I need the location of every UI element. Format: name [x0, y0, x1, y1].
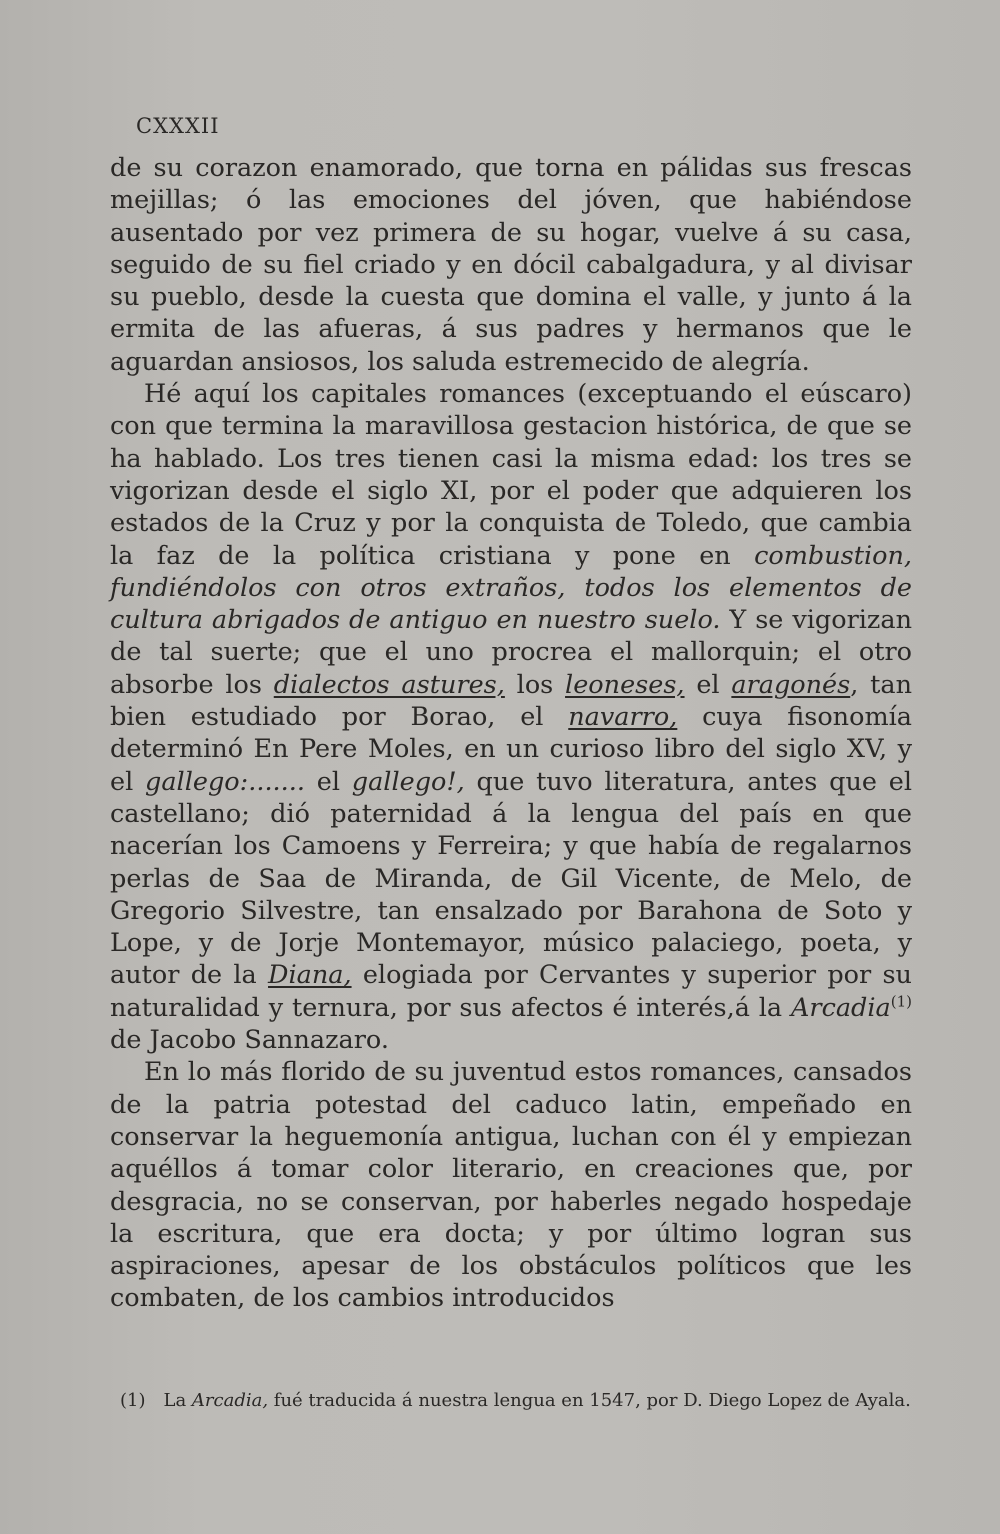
footnote-marker: (1) [120, 1390, 146, 1411]
text-segment: elogiada por Cervantes y superior por su naturalidad y ternura, por sus afectos é interés,á la [110, 960, 912, 1023]
italic-phrase: combustion, fundiéndolos con otros extraños, todos los elementos de cultura abrigados de antiguo en nuestro suelo. [110, 540, 912, 636]
footnote-reference: (1) [890, 992, 912, 1011]
body-text [110, 152, 912, 1315]
paragraph-1 [110, 152, 912, 378]
text-segment: , tan bien estudiado por Borao, el [110, 669, 913, 733]
italic-phrase: Arcadia [790, 992, 891, 1023]
text-segment: de su corazon enamorado, que torna en pálidas sus frescas mejillas; ó las emociones del jóven, que habiéndose ausentado por vez primera de su hogar, vuelve á su casa, seguido de su fiel criado y en dócil cabalgadura, y al divisar su pueblo, desde la cuesta que domina el valle, y junto á la ermita de las afueras, á sus padres y hermanos que le aguardan ansiosos, los saluda estremecido de alegría. [110, 153, 912, 377]
italic-phrase: Arcadia, [191, 1390, 269, 1411]
text-segment: fué traducida á nuestra lengua en 1547, por D. Diego Lopez de Ayala. [268, 1390, 911, 1411]
text-segment: Hé aquí los capitales romances (exceptuando el eúscaro) con que termina la maravillosa gestacion histórica, de que se ha hablado. Los tres tienen casi la misma edad: los tres se vigorizan desde el siglo XI, por el poder que adquieren los estados de la Cruz y por la conquista de Toledo, que cambia la faz de la política cristiana y pone en [110, 379, 912, 571]
paragraph-2 [110, 378, 912, 1056]
text-segment: En lo más florido de su juventud estos romances, cansados de la patria potestad del caduco latin, empeñado en conservar la heguemonía antigua, luchan con él y empiezan aquéllos á tomar color literario, en creaciones que, por desgracia, no se conservan, por haberles negado hospedaje la escritura, que era docta; y por último logran sus aspiraciones, apesar de los obstáculos políticos que les combaten, de los cambios introducidos [110, 1057, 912, 1314]
text-segment: el [304, 766, 352, 797]
text-segment: Y se vigorizan de tal suerte; que el uno procrea el mallorquin; el otro absorbe los [110, 605, 912, 700]
underlined-term: dialectos astures, [273, 669, 505, 700]
underlined-term: leoneses, [565, 669, 685, 700]
text-segment: el [684, 669, 732, 700]
text-segment: cuya fisonomía determinó En Pere Moles, en un curioso libro del siglo XV, y el [110, 702, 912, 797]
text-segment: La [163, 1390, 192, 1411]
italic-phrase: gallego:....... [145, 766, 305, 797]
underlined-term: Diana, [268, 960, 352, 991]
footnote [110, 1388, 912, 1413]
underlined-term: navarro, [568, 702, 678, 733]
italic-phrase: gallego!, [351, 766, 465, 797]
underlined-term: aragonés [731, 669, 851, 700]
text-segment: que tuvo literatura, antes que el castellano; dió paternidad á la lengua del país en que nacerían los Camoens y Ferreira; y que había de regalarnos perlas de Saa de Miranda, de Gil Vicente, de Melo, de Gregorio Silvestre, tan ensalzado por Barahona de Soto y Lope, y de Jorje Montemayor, músico palaciego, poeta, y autor de la [110, 766, 912, 991]
page-number: CXXXII [136, 114, 220, 138]
text-segment: los [504, 669, 566, 700]
text-segment: de Jacobo Sannazaro. [110, 1025, 389, 1056]
paragraph-3 [110, 1056, 912, 1314]
